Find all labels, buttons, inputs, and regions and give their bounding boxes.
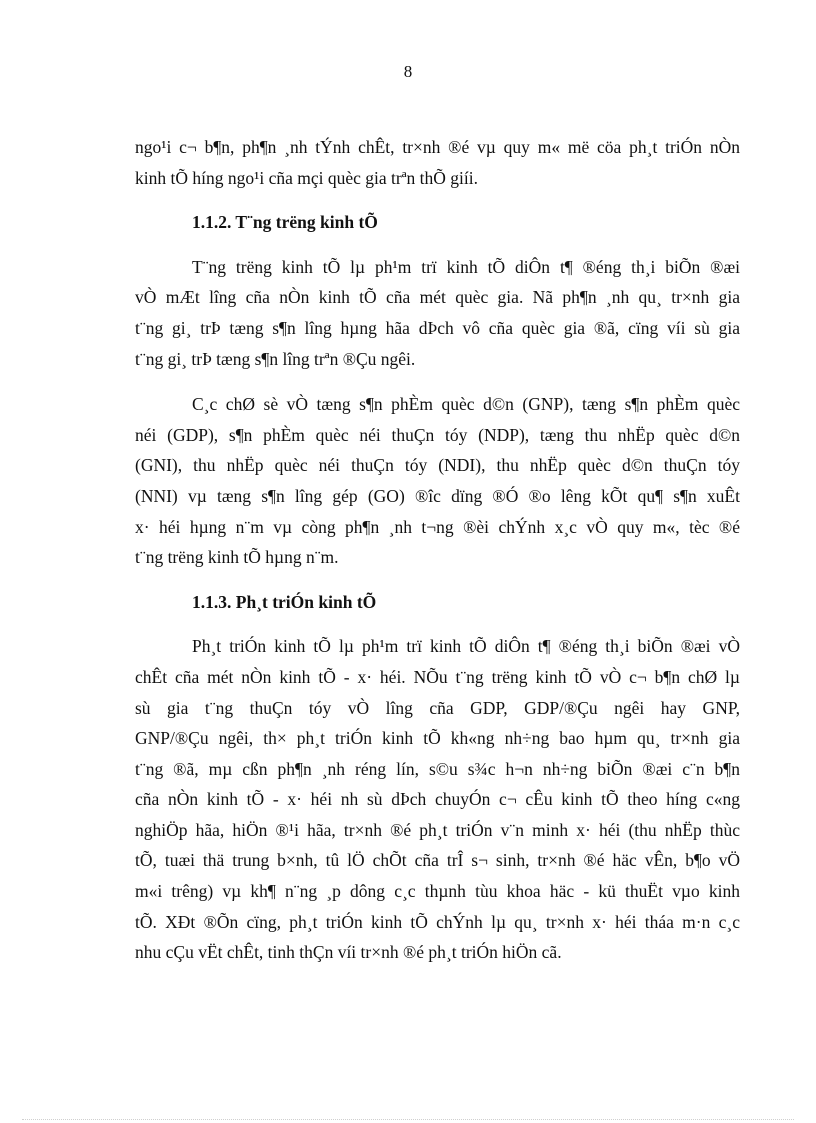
text-line: t¨ng gi¸ trÞ tæng s¶n lîng hµng hãa dÞch vô cña quèc gia ®ã, cïng víi sù gia xyxy=(135,317,740,338)
page-bottom-divider xyxy=(22,1119,794,1120)
text-line: GNP/®Çu ngêi, th× ph¸t triÓn kinh tÕ kh«ng nh÷ng bao hµm qu¸ tr×nh gia xyxy=(135,728,740,749)
text-line: t¨ng gi¸ trÞ tæng s¶n lîng trªn ®Çu ngêi. xyxy=(135,348,416,369)
paragraph-growth-definition xyxy=(135,252,740,374)
text-line: sù gia t¨ng thuÇn tóy vÒ lîng cña GDP, GDP/®Çu ngêi hay GNP, xyxy=(135,697,740,718)
page-content xyxy=(135,132,740,968)
text-line: x· héi hµng n¨m vµ còng ph¶n ¸nh t¬ng ®èi chÝnh x¸c vÒ quy m«, tèc ®é xyxy=(135,516,740,537)
text-line: tÕ, tuæi thä trung b×nh, tû lÖ chÕt cña trÎ s¬ sinh, tr×nh ®é häc vÊn, b¶o vÖ xyxy=(135,850,740,871)
text-line: chÊt cña mét nÒn kinh tÕ - x· héi. NÕu t¨ng trëng kinh tÕ vÒ c¬ b¶n chØ lµ xyxy=(135,666,740,687)
text-line: nghiÖp hãa, hiÖn ®¹i hãa, tr×nh ®é ph¸t triÓn v¨n minh x· héi (thu nhËp thùc xyxy=(135,819,740,840)
text-line: vÒ mÆt lîng cña nÒn kinh tÕ cña mét quèc gia. Nã ph¶n ¸nh qu¸ tr×nh gia xyxy=(135,287,740,308)
paragraph-intro-continuation xyxy=(135,132,740,193)
text-line: Ph¸t triÓn kinh tÕ lµ ph¹m trï kinh tÕ diÔn t¶ ®éng th¸i biÕn ®æi vÒ xyxy=(192,636,740,657)
text-line: t¨ng ®ã, mµ cßn ph¶n ¸nh réng lín, s©u s¾c h¬n nh÷ng biÕn ®æi c¨n b¶n xyxy=(135,758,740,779)
text-line: m«i trêng) vµ kh¶ n¨ng ¸p dông c¸c thµnh tùu khoa häc - kü thuËt vµo kinh xyxy=(135,881,740,902)
text-line: cña nÒn kinh tÕ - x· héi nh sù dÞch chuyÓn c¬ cÊu kinh tÕ theo híng c«ng xyxy=(135,789,740,810)
text-line: (GNI), thu nhËp quèc néi thuÇn tóy (NDI), thu nhËp quèc d©n thuÇn tóy xyxy=(135,455,740,476)
text-line: ngo¹i c¬ b¶n, ph¶n ¸nh tÝnh chÊt, tr×nh ®é vµ quy m« më cöa ph¸t triÓn nÒn xyxy=(135,137,740,157)
text-line: nhu cÇu vËt chÊt, tinh thÇn víi tr×nh ®é ph¸t triÓn hiÖn cã. xyxy=(135,942,562,963)
text-line: kinh tÕ híng ngo¹i cña mçi quèc gia trªn thÕ giíi. xyxy=(135,167,479,188)
section-heading-1-1-3: 1.1.3. Ph¸t triÓn kinh tÕ xyxy=(192,591,377,612)
text-line: néi (GDP), s¶n phÈm quèc néi thuÇn tóy (NDP), tæng thu nhËp quèc d©n xyxy=(135,424,740,445)
paragraph-growth-indicators xyxy=(135,389,740,573)
text-line: (NNI) vµ tæng s¶n lîng gép (GO) ®îc dïng ®Ó ®o lêng kÕt qu¶ s¶n xuÊt xyxy=(135,485,740,506)
text-line: tÕ. XÐt ®Õn cïng, ph¸t triÓn kinh tÕ chÝnh lµ qu¸ tr×nh x· héi tháa m·n c¸c xyxy=(135,911,740,932)
section-heading-1-1-2: 1.1.2. T¨ng trëng kinh tÕ xyxy=(192,212,378,233)
text-line: t¨ng trëng kinh tÕ hµng n¨m. xyxy=(135,547,339,568)
text-line: T¨ng trëng kinh tÕ lµ ph¹m trï kinh tÕ diÔn t¶ ®éng th¸i biÕn ®æi xyxy=(192,256,740,277)
paragraph-development-definition xyxy=(135,631,740,968)
page-number: 8 xyxy=(403,62,413,81)
text-line: C¸c chØ sè vÒ tæng s¶n phÈm quèc d©n (GNP), tæng s¶n phÈm quèc xyxy=(192,394,740,415)
